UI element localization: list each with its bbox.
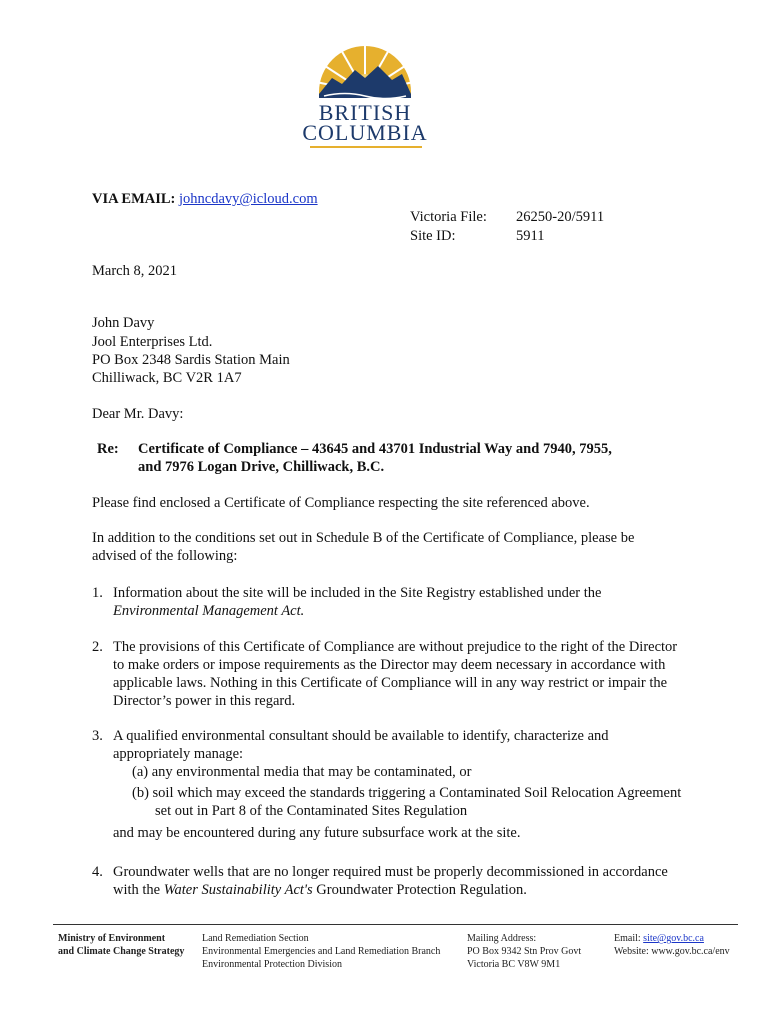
footer-mail-line-1: PO Box 9342 Stn Prov Govt	[467, 946, 582, 957]
victoria-file-label: Victoria File:	[410, 209, 487, 225]
item-4-act-name: Water Sustainability Act's	[163, 882, 313, 898]
letter-date: March 8, 2021	[92, 263, 177, 279]
item-4-line-2	[113, 881, 527, 900]
logo-underline	[310, 146, 422, 148]
footer-branch-2: Environmental Emergencies and Land Remediation Branch	[202, 946, 441, 957]
item-2-line-1: The provisions of this Certificate of Compliance are without prejudice to the right of the Director	[113, 639, 678, 655]
paragraph-1: Please find enclosed a Certificate of Compliance respecting the site referenced above.	[92, 495, 590, 511]
site-id-label: Site ID:	[410, 228, 456, 244]
recipient-address-1: PO Box 2348 Sardis Station Main	[92, 352, 290, 368]
via-email-label: VIA EMAIL:	[92, 191, 176, 207]
paragraph-2-line-1: In addition to the conditions set out in Schedule B of the Certificate of Compliance, please be	[92, 530, 635, 546]
footer-divider	[53, 924, 738, 925]
item-4-line-2-post: Groundwater Protection Regulation.	[312, 882, 527, 898]
item-3-number: 3.	[92, 728, 103, 744]
item-3-sub-b-line-2: set out in Part 8 of the Contaminated Sites Regulation	[155, 803, 468, 819]
item-2-number: 2.	[92, 639, 103, 655]
re-line-1: Certificate of Compliance – 43645 and 43701 Industrial Way and 7940, 7955,	[138, 441, 612, 457]
footer-mail-line-2: Victoria BC V8W 9M1	[467, 959, 561, 970]
item-3-sub-b-line-1: (b) soil which may exceed the standards triggering a Contaminated Soil Relocation Agreement	[132, 785, 682, 801]
site-id-value: 5911	[516, 228, 545, 244]
re-label: Re:	[97, 441, 119, 457]
email-link[interactable]: johncdavy@icloud.com	[179, 191, 318, 207]
footer-email-link[interactable]: site@gov.bc.ca	[643, 933, 704, 944]
footer-ministry-2: and Climate Change Strategy	[58, 946, 185, 957]
item-2-line-3: applicable laws. Nothing in this Certificate of Compliance will in any way restrict or impair the	[113, 675, 668, 691]
item-3-line-1: A qualified environmental consultant should be available to identify, characterize and	[113, 728, 609, 744]
via-email-line	[92, 190, 318, 209]
footer-branch-3: Environmental Protection Division	[202, 959, 342, 970]
logo-text-columbia: COLUMBIA	[302, 120, 428, 145]
footer-website: Website: www.gov.bc.ca/env	[614, 946, 730, 957]
re-line-2: and 7976 Logan Drive, Chilliwack, B.C.	[138, 459, 385, 475]
footer-mail-label: Mailing Address:	[467, 933, 537, 944]
recipient-address-2: Chilliwack, BC V2R 1A7	[92, 370, 242, 386]
item-3-sub-a: (a) any environmental media that may be contaminated, or	[132, 764, 472, 780]
item-2-line-4: Director’s power in this regard.	[113, 693, 296, 709]
victoria-file-value: 26250-20/5911	[516, 209, 605, 225]
item-1-number: 1.	[92, 585, 103, 601]
item-2-line-2: to make orders or impose requirements as the Director may deem necessary in accordance with	[113, 657, 666, 673]
footer-ministry-1: Ministry of Environment	[58, 933, 166, 944]
recipient-name: John Davy	[92, 315, 155, 331]
item-3-line-2: appropriately manage:	[113, 746, 244, 762]
item-4-number: 4.	[92, 864, 103, 880]
recipient-company: Jool Enterprises Ltd.	[92, 334, 213, 350]
footer-email-label: Email:	[614, 933, 644, 944]
paragraph-2-line-2: advised of the following:	[92, 548, 238, 564]
item-4-line-2-pre: with the	[113, 882, 164, 898]
bc-logo	[300, 34, 430, 149]
item-4-line-1: Groundwater wells that are no longer required must be properly decommissioned in accordance	[113, 864, 668, 880]
logo-text-british: BRITISH	[318, 100, 412, 125]
item-1-line-1: Information about the site will be included in the Site Registry established under the	[113, 585, 602, 601]
footer-branch-1: Land Remediation Section	[202, 933, 309, 944]
bc-sun-mountain-icon	[300, 34, 430, 100]
item-3-tail: and may be encountered during any future subsurface work at the site.	[113, 825, 521, 841]
salutation: Dear Mr. Davy:	[92, 406, 184, 422]
item-1-line-2: Environmental Management Act.	[113, 603, 305, 619]
